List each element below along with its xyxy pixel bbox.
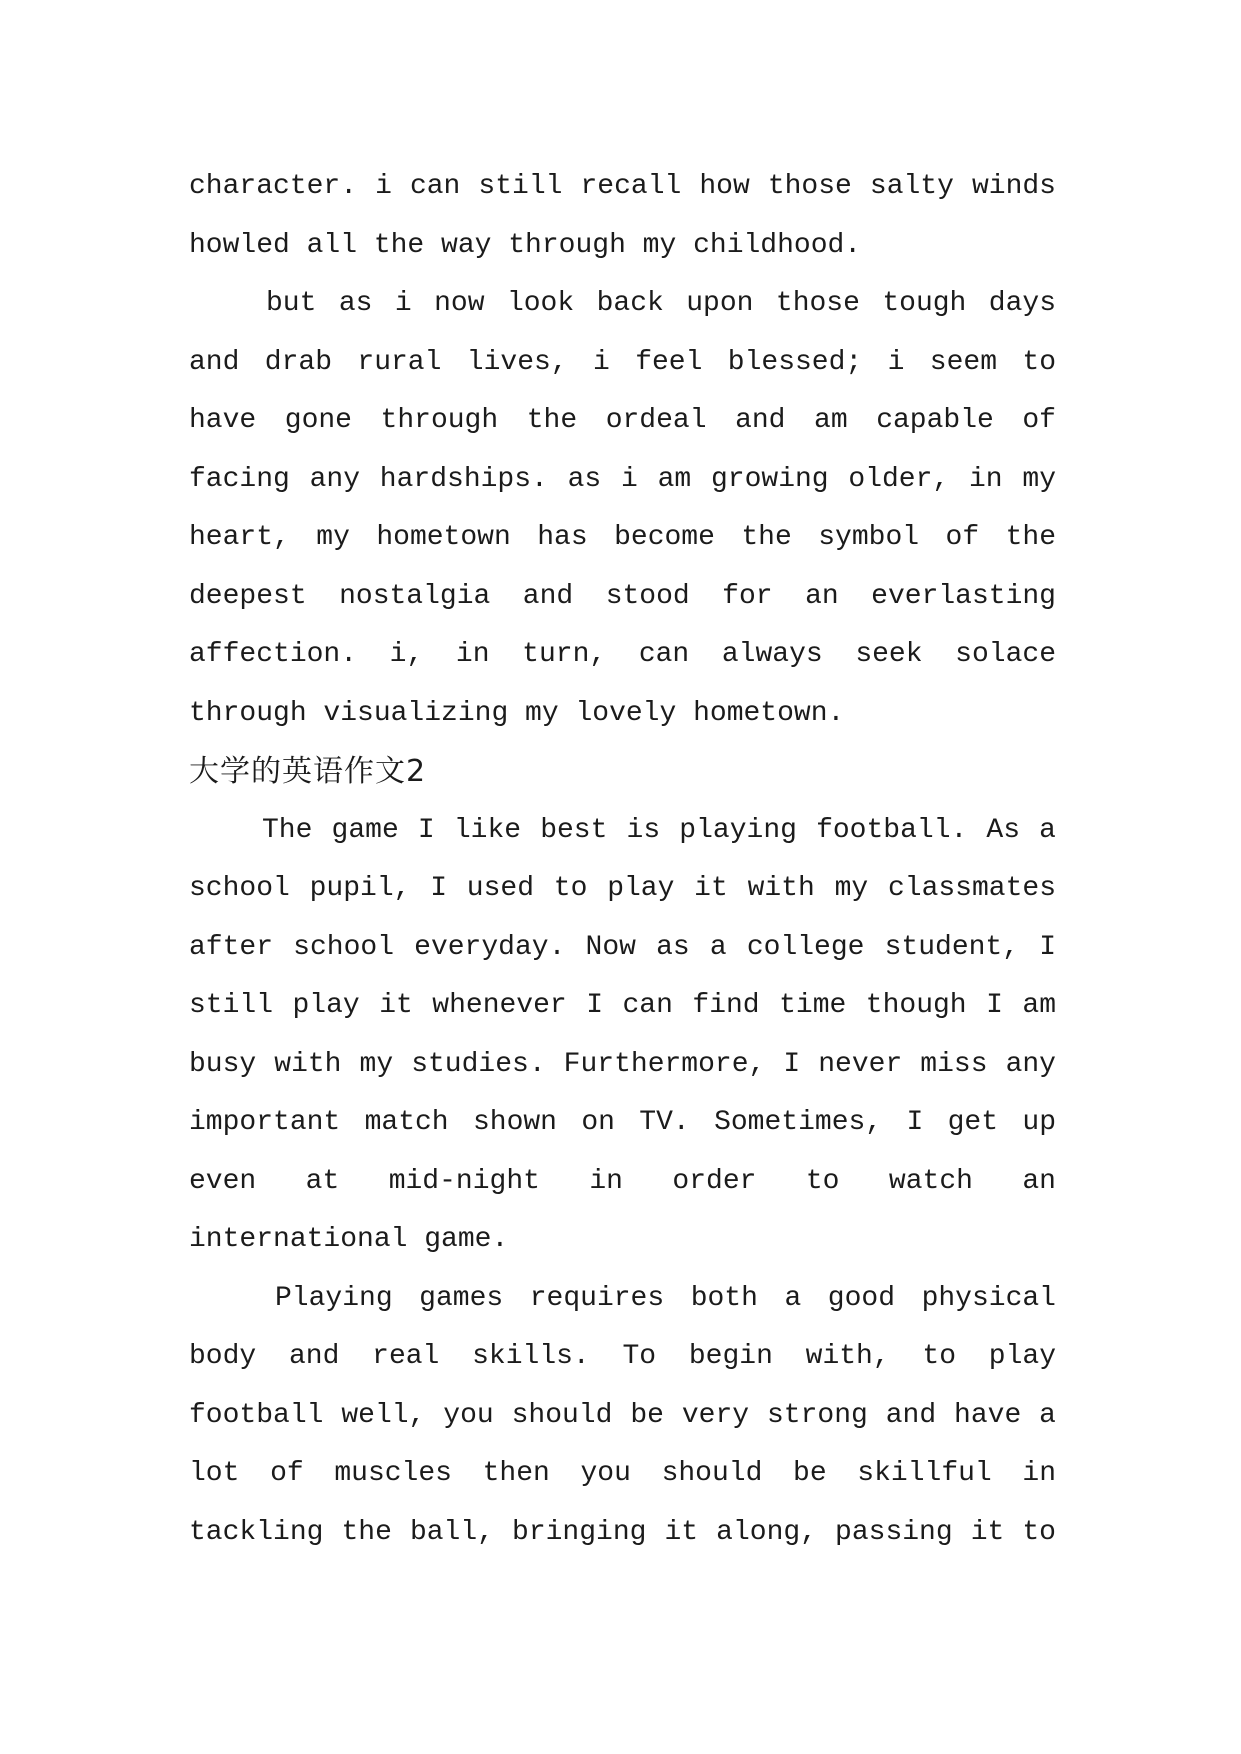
- paragraph-hometown-conclusion: [189, 275, 1056, 743]
- text-line: still play it whenever I can find time though I am: [189, 990, 1056, 1021]
- text-line: lot of muscles then you should be skillful in: [189, 1458, 1056, 1489]
- paragraph-football-skills: [189, 1270, 1056, 1563]
- text-line: tackling the ball, bringing it along, passing it to: [189, 1516, 1056, 1548]
- text-line: deepest nostalgia and stood for an everlasting: [189, 580, 1056, 612]
- text-line: character. i can still recall how those salty winds: [189, 171, 1056, 202]
- text-line: and drab rural lives, i feel blessed; i seem to: [189, 346, 1056, 378]
- essay-heading: 大学的英语作文2: [189, 754, 427, 789]
- text-line: heart, my hometown has become the symbol of the: [189, 522, 1056, 553]
- text-line: Playing games requires both a good physical: [275, 1282, 1056, 1314]
- text-line: have gone through the ordeal and am capable of: [189, 405, 1056, 436]
- text-line: school pupil, I used to play it with my classmates: [189, 873, 1056, 904]
- text-line: after school everyday. Now as a college student, I: [189, 931, 1056, 963]
- text-line: affection. i, in turn, can always seek solace: [189, 639, 1056, 670]
- text-line: through visualizing my lovely hometown.: [189, 697, 845, 729]
- text-line: busy with my studies. Furthermore, I never miss any: [189, 1048, 1056, 1080]
- paragraph-hometown-end: [189, 158, 1056, 275]
- text-line: body and real skills. To begin with, to play: [189, 1341, 1056, 1372]
- text-line: important match shown on TV. Sometimes, I get up: [189, 1107, 1056, 1138]
- text-line: The game I like best is playing football. As a: [262, 814, 1056, 846]
- text-line: football well, you should be very strong and have a: [189, 1399, 1056, 1431]
- text-line: facing any hardships. as i am growing older, in my: [189, 463, 1056, 495]
- text-line: even at mid-night in order to watch an: [189, 1165, 1056, 1197]
- paragraph-football-intro: [189, 802, 1056, 1270]
- text-line: international game.: [189, 1224, 509, 1255]
- text-line: howled all the way through my childhood.: [189, 229, 862, 261]
- document-body: [189, 158, 1056, 1562]
- text-line: but as i now look back upon those tough days: [266, 288, 1056, 319]
